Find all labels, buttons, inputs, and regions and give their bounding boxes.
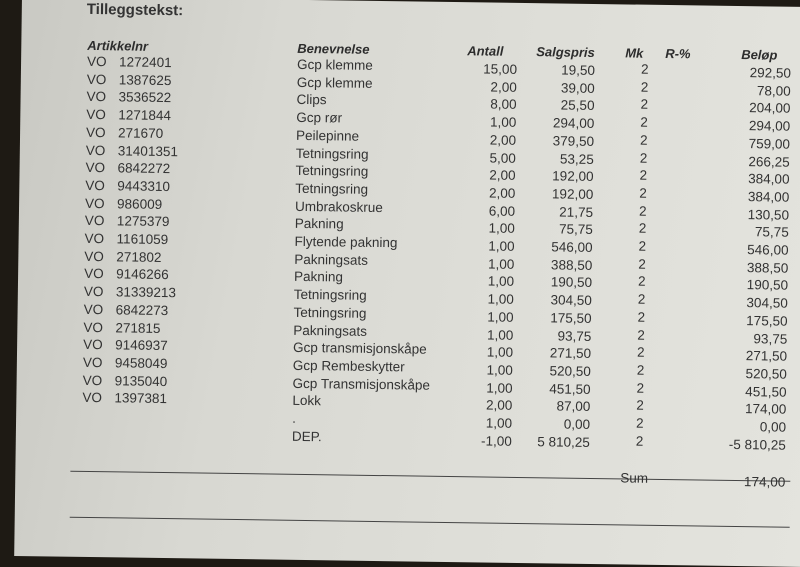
- row-antall: -1,00: [480, 433, 512, 449]
- row-prefix: VO: [85, 160, 106, 176]
- header-antall: Antall: [467, 43, 504, 59]
- row-mk: 2: [638, 238, 647, 254]
- row-salgspris: 520,50: [549, 363, 591, 379]
- row-salgspris: 25,50: [560, 97, 595, 114]
- row-antall: 1,00: [489, 114, 517, 131]
- row-artikkelnr: 1272401: [118, 54, 172, 71]
- row-benevnelse: Tetningsring: [293, 286, 367, 303]
- row-artikkelnr: 271670: [117, 125, 164, 141]
- row-salgspris: 5 810,25: [537, 433, 590, 450]
- row-benevnelse: Tetningsring: [293, 304, 367, 321]
- row-belop: 175,50: [746, 312, 788, 329]
- row-belop: 204,00: [749, 100, 791, 117]
- row-prefix: VO: [85, 142, 106, 158]
- row-belop: 451,50: [745, 383, 787, 400]
- row-belop: -5 810,25: [728, 436, 786, 453]
- row-salgspris: 93,75: [557, 328, 592, 344]
- header-artikkelnr: Artikkelnr: [87, 37, 149, 54]
- row-benevnelse: Pakningsats: [294, 251, 368, 268]
- row-mk: 2: [638, 220, 647, 237]
- row-belop: 174,00: [744, 401, 787, 418]
- row-salgspris: 75,75: [558, 221, 593, 238]
- row-mk: 2: [640, 97, 649, 113]
- row-salgspris: 87,00: [556, 398, 591, 415]
- row-prefix: VO: [82, 354, 103, 371]
- row-artikkelnr: 9146937: [115, 337, 168, 354]
- row-benevnelse: Lokk: [292, 393, 322, 409]
- row-artikkelnr: 1387625: [118, 72, 172, 88]
- row-artikkelnr: 986009: [117, 195, 163, 212]
- row-artikkelnr: 31339213: [115, 284, 177, 301]
- header-belop: Beløp: [741, 47, 778, 63]
- row-antall: 8,00: [490, 96, 517, 113]
- row-benevnelse: Gcp Transmisjonskåpe: [292, 375, 431, 393]
- row-salgspris: 175,50: [550, 310, 592, 326]
- row-benevnelse: .: [292, 410, 296, 426]
- row-artikkelnr: 3536522: [118, 89, 172, 106]
- row-prefix: VO: [85, 177, 105, 194]
- row-antall: 2,00: [489, 132, 517, 148]
- row-mk: 2: [639, 132, 648, 148]
- row-prefix: VO: [83, 283, 104, 300]
- row-artikkelnr: 9443310: [117, 178, 171, 194]
- row-belop: 384,00: [747, 189, 790, 205]
- row-prefix: VO: [86, 107, 106, 123]
- row-prefix: VO: [85, 195, 105, 211]
- row-salgspris: 0,00: [563, 416, 591, 432]
- row-artikkelnr: 31401351: [117, 142, 179, 159]
- row-benevnelse: DEP.: [291, 428, 322, 444]
- row-antall: 1,00: [486, 344, 514, 361]
- row-belop: 546,00: [747, 242, 789, 258]
- sum-divider: [70, 471, 790, 482]
- row-antall: 5,00: [489, 150, 516, 166]
- row-benevnelse: Peilepinne: [295, 127, 360, 144]
- row-belop: 0,00: [759, 419, 787, 435]
- row-benevnelse: Gcp klemme: [296, 56, 373, 73]
- sum-value: 174,00: [743, 474, 786, 490]
- row-prefix: VO: [83, 301, 104, 317]
- row-antall: 1,00: [487, 309, 514, 325]
- row-salgspris: 190,50: [550, 274, 593, 291]
- row-prefix: VO: [82, 390, 103, 406]
- row-salgspris: 379,50: [552, 133, 595, 149]
- row-salgspris: 21,75: [559, 204, 594, 220]
- row-salgspris: 19,50: [561, 62, 596, 79]
- row-antall: 2,00: [490, 79, 517, 95]
- row-prefix: VO: [85, 124, 106, 140]
- row-artikkelnr: 1161059: [116, 231, 169, 248]
- header-rpct: R-%: [665, 45, 691, 62]
- row-salgspris: 39,00: [560, 80, 595, 96]
- row-mk: 2: [636, 362, 645, 378]
- row-artikkelnr: 6842273: [115, 302, 169, 318]
- row-belop: 292,50: [749, 65, 792, 81]
- row-salgspris: 451,50: [549, 380, 591, 397]
- row-salgspris: 304,50: [550, 292, 592, 309]
- row-prefix: VO: [82, 372, 103, 388]
- row-artikkelnr: 9146266: [116, 266, 169, 283]
- row-antall: 6,00: [488, 203, 516, 219]
- row-prefix: VO: [84, 266, 104, 282]
- row-mk: 2: [637, 291, 646, 307]
- header-salgspris: Salgspris: [536, 44, 595, 61]
- row-belop: 384,00: [748, 171, 790, 187]
- row-artikkelnr: 271815: [115, 319, 161, 336]
- row-belop: 93,75: [753, 330, 788, 347]
- row-belop: 190,50: [746, 277, 789, 294]
- row-prefix: VO: [83, 319, 104, 335]
- row-antall: 2,00: [488, 185, 516, 201]
- row-prefix: VO: [84, 230, 105, 247]
- row-belop: 78,00: [756, 82, 791, 99]
- row-artikkelnr: 9458049: [114, 355, 168, 371]
- row-prefix: VO: [84, 248, 104, 264]
- row-antall: 1,00: [487, 273, 515, 290]
- row-benevnelse: Pakning: [294, 216, 344, 232]
- row-mk: 2: [637, 309, 646, 325]
- row-antall: 2,00: [485, 397, 513, 414]
- row-salgspris: 271,50: [549, 345, 592, 362]
- row-artikkelnr: 1275379: [116, 213, 170, 230]
- row-prefix: VO: [86, 71, 107, 87]
- row-prefix: VO: [86, 53, 107, 70]
- row-belop: 304,50: [746, 295, 788, 311]
- row-benevnelse: Pakning: [294, 269, 344, 285]
- row-antall: 1,00: [486, 362, 513, 378]
- invoice-paper: [14, 0, 800, 567]
- row-benevnelse: Umbrakoskrue: [294, 198, 383, 215]
- row-mk: 2: [636, 344, 645, 360]
- row-benevnelse: Tetningsring: [295, 163, 369, 180]
- row-belop: 388,50: [746, 259, 789, 276]
- row-belop: 75,75: [754, 224, 789, 241]
- sum-label: Sum: [620, 470, 649, 486]
- row-mk: 2: [636, 397, 644, 414]
- row-mk: 2: [639, 167, 648, 183]
- row-benevnelse: Tetningsring: [295, 180, 369, 197]
- row-belop: 271,50: [745, 348, 788, 364]
- row-belop: 294,00: [748, 118, 791, 134]
- row-artikkelnr: 1397381: [114, 390, 168, 407]
- row-mk: 2: [638, 256, 646, 272]
- row-prefix: VO: [86, 89, 107, 105]
- row-mk: 2: [640, 79, 649, 95]
- row-mk: 2: [638, 203, 647, 219]
- row-belop: 266,25: [748, 153, 790, 170]
- row-mk: 2: [635, 433, 644, 449]
- row-benevnelse: Pakningsats: [293, 322, 368, 339]
- row-prefix: VO: [84, 213, 105, 229]
- row-salgspris: 294,00: [552, 115, 595, 132]
- row-artikkelnr: 9135040: [114, 372, 168, 389]
- row-antall: 1,00: [487, 291, 514, 307]
- row-antall: 15,00: [483, 61, 518, 77]
- row-antall: 1,00: [486, 380, 513, 396]
- row-mk: 2: [635, 415, 644, 431]
- row-mk: 2: [637, 327, 645, 343]
- row-belop: 759,00: [748, 135, 791, 152]
- header-mk: Mk: [625, 45, 644, 61]
- row-belop: 520,50: [745, 366, 787, 382]
- row-mk: 2: [639, 185, 647, 201]
- row-mk: 2: [636, 380, 645, 396]
- row-antall: 1,00: [488, 220, 515, 237]
- row-mk: 2: [640, 61, 649, 77]
- row-mk: 2: [640, 114, 648, 130]
- row-salgspris: 388,50: [550, 257, 593, 273]
- row-antall: 1,00: [485, 415, 513, 431]
- row-benevnelse: Gcp rør: [296, 109, 343, 126]
- row-antall: 1,00: [487, 256, 515, 272]
- bottom-divider: [70, 517, 790, 528]
- row-artikkelnr: 271802: [116, 249, 162, 265]
- row-salgspris: 192,00: [552, 168, 594, 185]
- row-antall: 1,00: [486, 327, 514, 343]
- row-benevnelse: Gcp klemme: [296, 74, 373, 91]
- page-title: Tilleggstekst:: [86, 0, 184, 20]
- row-benevnelse: Clips: [296, 92, 327, 108]
- row-artikkelnr: 1271844: [118, 107, 172, 124]
- row-prefix: VO: [83, 337, 103, 353]
- row-mk: 2: [639, 150, 648, 166]
- row-antall: 2,00: [489, 167, 516, 184]
- row-artikkelnr: 6842272: [117, 160, 171, 177]
- row-salgspris: 192,00: [551, 186, 594, 202]
- row-salgspris: 546,00: [551, 239, 593, 255]
- row-benevnelse: Gcp transmisjonskåpe: [293, 340, 427, 357]
- row-salgspris: 53,25: [559, 151, 594, 167]
- row-antall: 1,00: [488, 238, 515, 254]
- row-benevnelse: Tetningsring: [295, 145, 369, 162]
- row-mk: 2: [637, 274, 646, 290]
- header-benevnelse: Benevnelse: [297, 40, 370, 57]
- row-benevnelse: Gcp Rembeskytter: [292, 357, 405, 375]
- row-belop: 130,50: [747, 206, 790, 223]
- row-benevnelse: Flytende pakning: [294, 233, 398, 251]
